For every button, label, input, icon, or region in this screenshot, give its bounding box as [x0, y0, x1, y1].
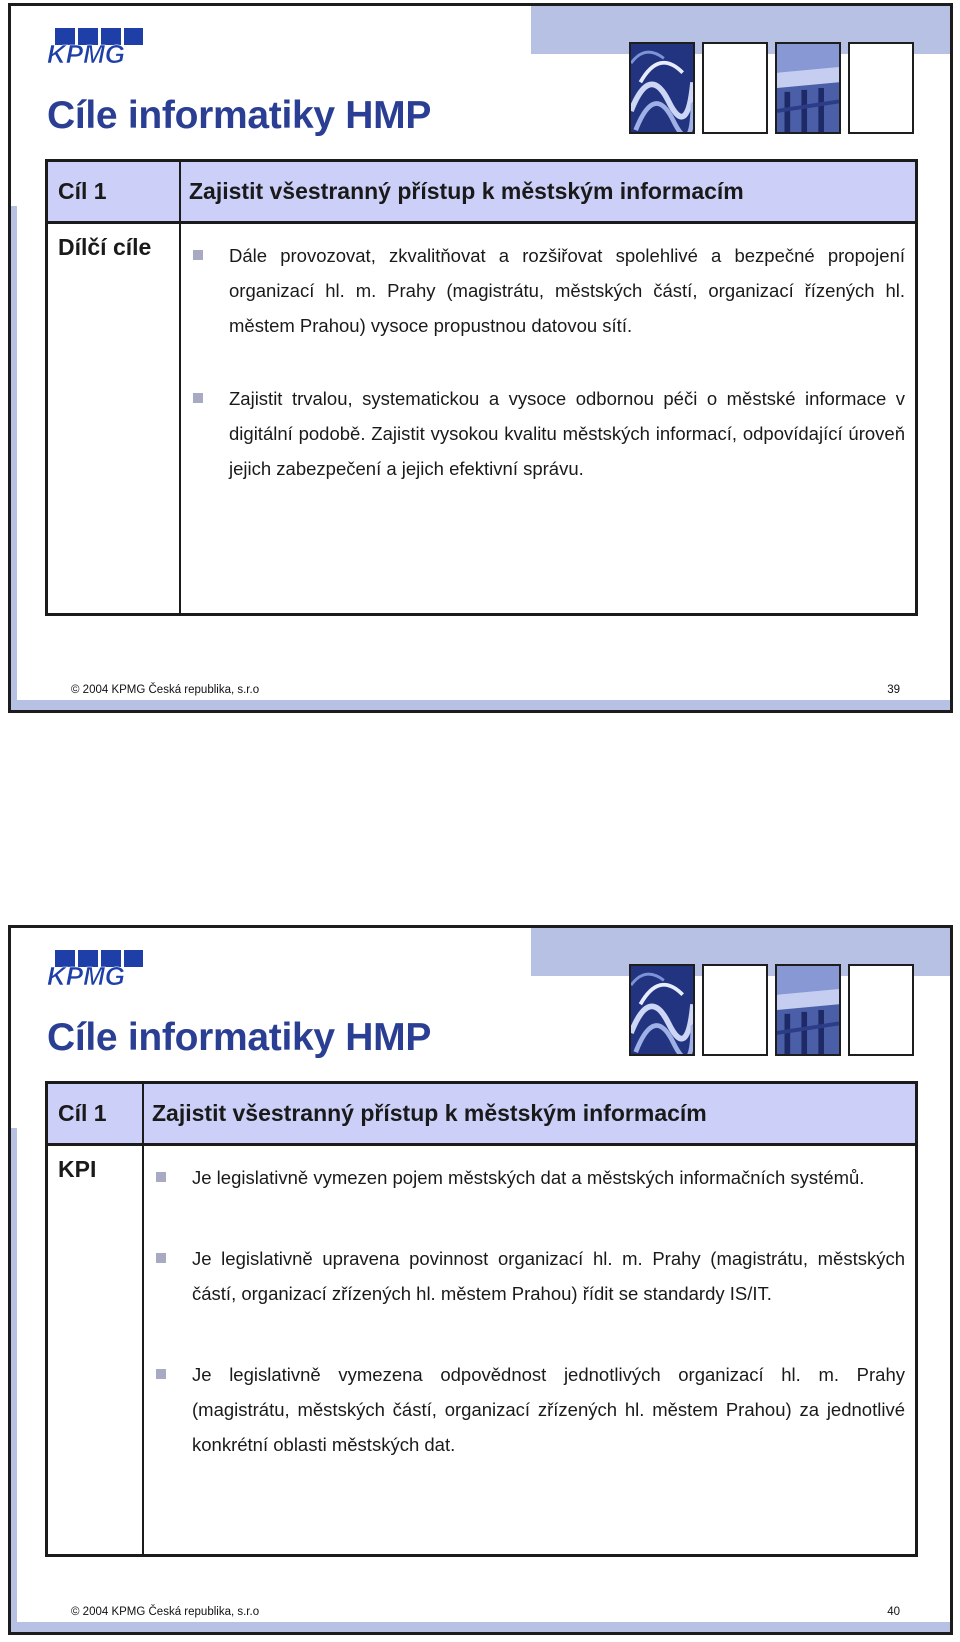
svg-text:KPMG: KPMG — [47, 39, 125, 66]
copyright: © 2004 KPMG Česká republika, s.r.o — [71, 684, 260, 696]
bullets-cell — [181, 224, 915, 613]
list-item: Je legislativně vymezen pojem městských dat a městských informačních systémů. — [154, 1160, 905, 1195]
list-item: Zajistit trvalou, systematickou a vysoce odbornou péči o městské informace v digitální podobě. Zajistit vysokou kvalitu městských informací, odpovídající úroveň jejich zabezpečení a jejich efektivní správu. — [191, 381, 905, 486]
svg-text:KPMG: KPMG — [47, 961, 125, 988]
goal-table — [45, 159, 918, 616]
subgoals-row — [48, 224, 915, 613]
decorative-band-bottom — [11, 1622, 950, 1632]
slide-title: Cíle informatiky HMP — [47, 1016, 432, 1059]
goal-text-cell — [144, 1084, 915, 1143]
list-item: Je legislativně upravena povinnost organizací hl. m. Prahy (magistrátu, městských částí, organizací zřízených hl. městem Prahou) řídit se standardy IS/IT. — [154, 1241, 905, 1311]
goal-text-cell — [181, 162, 915, 221]
kpi-row — [48, 1146, 915, 1554]
header-photo-3 — [775, 42, 841, 134]
goal-text: Zajistit všestranný přístup k městským informacím — [152, 1100, 707, 1126]
goal-header-row — [48, 1084, 915, 1146]
goal-label: Cíl 1 — [58, 178, 107, 204]
page-number: 40 — [887, 1606, 900, 1618]
decorative-band-left — [11, 1128, 17, 1632]
header-photo-2 — [702, 42, 768, 134]
slide-39 — [8, 3, 953, 713]
slide-title: Cíle informatiky HMP — [47, 94, 432, 137]
header-photo-3 — [775, 964, 841, 1056]
goal-table — [45, 1081, 918, 1557]
bullets-cell — [144, 1146, 915, 1554]
header-photo-1 — [629, 964, 695, 1056]
header-photo-4 — [848, 964, 914, 1056]
bullet-list — [181, 224, 915, 486]
goal-label-cell — [48, 1084, 144, 1143]
list-item: Dále provozovat, zkvalitňovat a rozšiřovat spolehlivé a bezpečné propojení organizací hl. m. Prahy (magistrátu, městských částí, organizací řízených hl. městem Prahou) vysoce propustnou datovou sítí. — [191, 238, 905, 343]
header-photo-2 — [702, 964, 768, 1056]
decorative-band-bottom — [11, 700, 950, 710]
header-photo-1 — [629, 42, 695, 134]
section-label-cell — [48, 224, 181, 613]
section-label: KPI — [58, 1156, 97, 1182]
slide-40 — [8, 925, 953, 1635]
goal-label-cell — [48, 162, 181, 221]
goal-label: Cíl 1 — [58, 1100, 107, 1126]
goal-header-row — [48, 162, 915, 224]
copyright: © 2004 KPMG Česká republika, s.r.o — [71, 1606, 260, 1618]
kpmg-logo — [45, 28, 143, 66]
decorative-band-left — [11, 206, 17, 710]
goal-text: Zajistit všestranný přístup k městským informacím — [189, 178, 744, 204]
header-photo-4 — [848, 42, 914, 134]
header-photos — [629, 42, 914, 134]
header-photos — [629, 964, 914, 1056]
bullet-list — [144, 1146, 915, 1462]
section-label-cell — [48, 1146, 144, 1554]
section-label: Dílčí cíle — [58, 234, 152, 260]
list-item: Je legislativně vymezena odpovědnost jednotlivých organizací hl. m. Prahy (magistrátu, městských částí, organizací zřízených hl. městem Prahou) za jednotlivé konkrétní oblasti městských dat. — [154, 1357, 905, 1462]
page-number: 39 — [887, 684, 900, 696]
kpmg-logo — [45, 950, 143, 988]
